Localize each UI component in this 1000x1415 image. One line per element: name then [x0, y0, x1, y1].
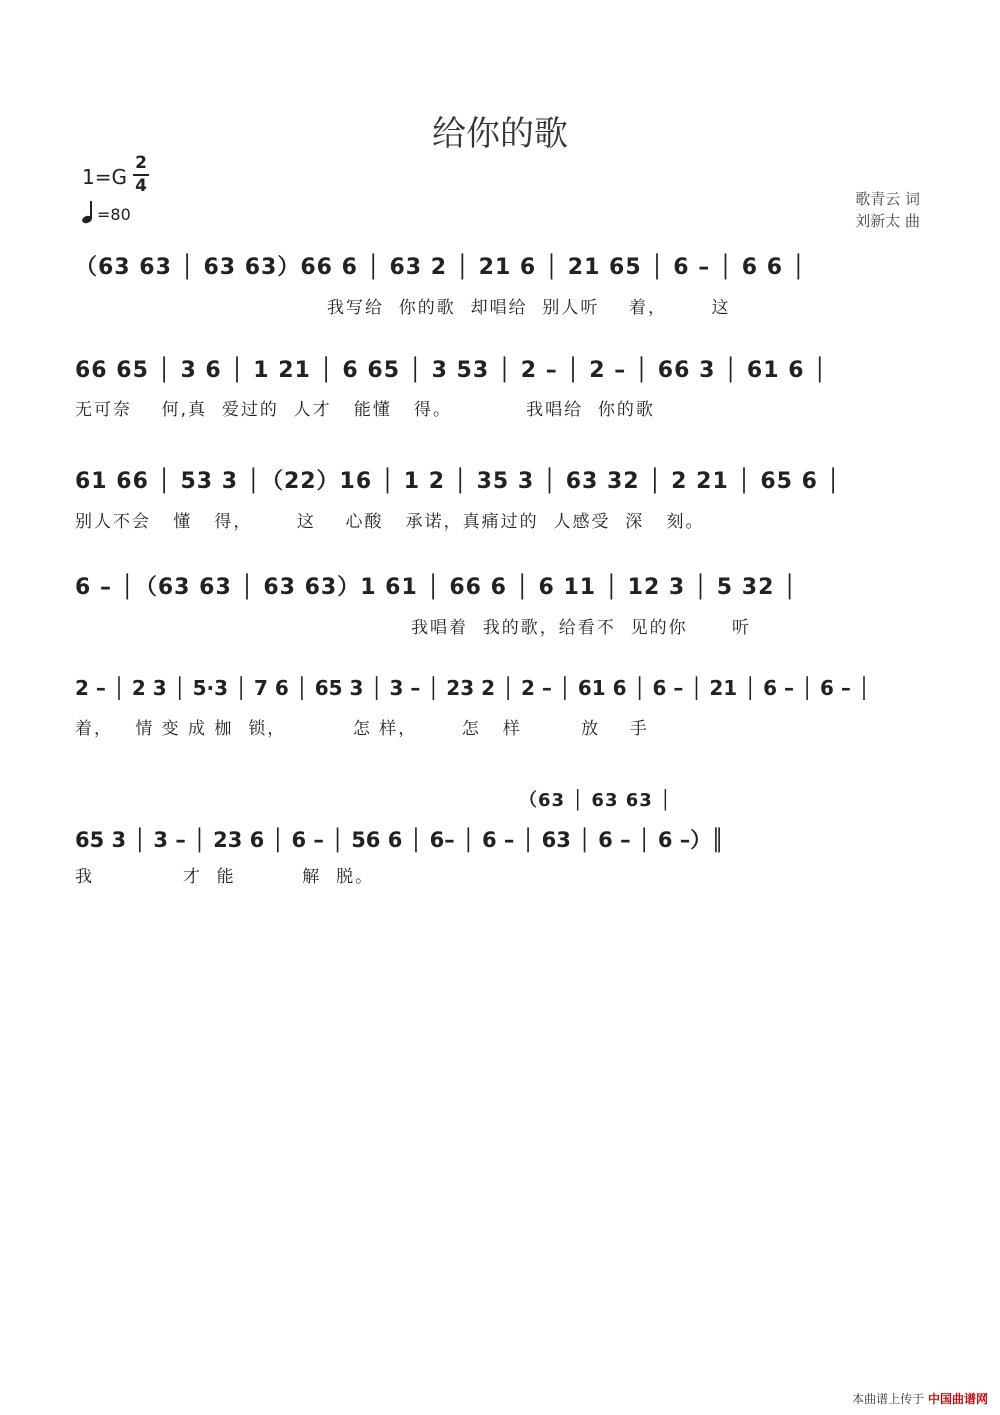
time-signature-bottom: 4: [135, 176, 147, 196]
notes-line: 2 – │ 2 3 │ 5·3 │ 7 6 │ 65 3 │ 3 – │ 23 2 │ 2 – │ 61 6 │ 6 – │ 21 │ 6 – │ 6 – │: [75, 676, 870, 700]
score-system-4: [75, 570, 930, 638]
notes-line: 6 – │（63 63 │ 63 63）1 61 │ 66 6 │ 6 11 │ 12 3 │ 5 32 │: [75, 575, 798, 600]
score-system-2: [75, 358, 930, 420]
lyrics-line: 着， 情 变 成 枷 锁， 怎 样， 怎 样 放 手: [75, 719, 649, 739]
score-system-5: [75, 676, 930, 739]
footer-credit: [852, 1390, 988, 1407]
time-signature-top: 2: [135, 153, 147, 173]
tempo-value: =80: [97, 205, 131, 224]
tempo-marking: [82, 205, 131, 224]
notes-line: 65 3 │ 3 – │ 23 6 │ 6 – │ 56 6 │ 6– │ 6 – │ 63 │ 6 – │ 6 –）║: [75, 828, 724, 852]
lyrics-line: 我写给 你的歌 却唱给 别人听 着， 这: [327, 298, 731, 318]
score-system-1: [75, 250, 930, 318]
upper-notes-line: （63 │ 63 63 │: [519, 790, 672, 811]
lyricist-credit: 歌青云 词: [855, 190, 920, 208]
song-title: 给你的歌: [432, 114, 568, 154]
lyrics-line: 我唱着 我的歌，给看不 见的你 听: [411, 618, 752, 638]
site-logo[interactable]: 中国曲谱网: [927, 1392, 988, 1406]
key-signature: 1=G: [82, 165, 127, 189]
note-stem: [90, 201, 92, 219]
lyrics-line: 我 才 能 解 脱。: [75, 867, 375, 887]
score-system-3: [75, 464, 930, 532]
lyrics-line: 无可奈 何,真 爱过的 人才 能懂 得。 我唱给 你的歌: [75, 400, 655, 420]
lyrics-line: 别人不会 懂 得， 这 心酸 承诺，真痛过的 人感受 深 刻。: [75, 512, 705, 532]
footer-upload-text: 本曲谱上传于: [852, 1392, 925, 1406]
notes-line: 66 65 │ 3 6 │ 1 21 │ 6 65 │ 3 53 │ 2 – │ 2 – │ 66 3 │ 61 6 │: [75, 358, 828, 383]
notes-line: 61 66 │ 53 3 │（22）16 │ 1 2 │ 35 3 │ 63 32 │ 2 21 │ 65 6 │: [75, 469, 841, 494]
notes-line: （63 63 │ 63 63）66 6 │ 63 2 │ 21 6 │ 21 65 │ 6 – │ 6 6 │: [75, 255, 806, 280]
time-signature: [132, 153, 150, 197]
composer-credit: 刘新太 曲: [855, 212, 920, 230]
